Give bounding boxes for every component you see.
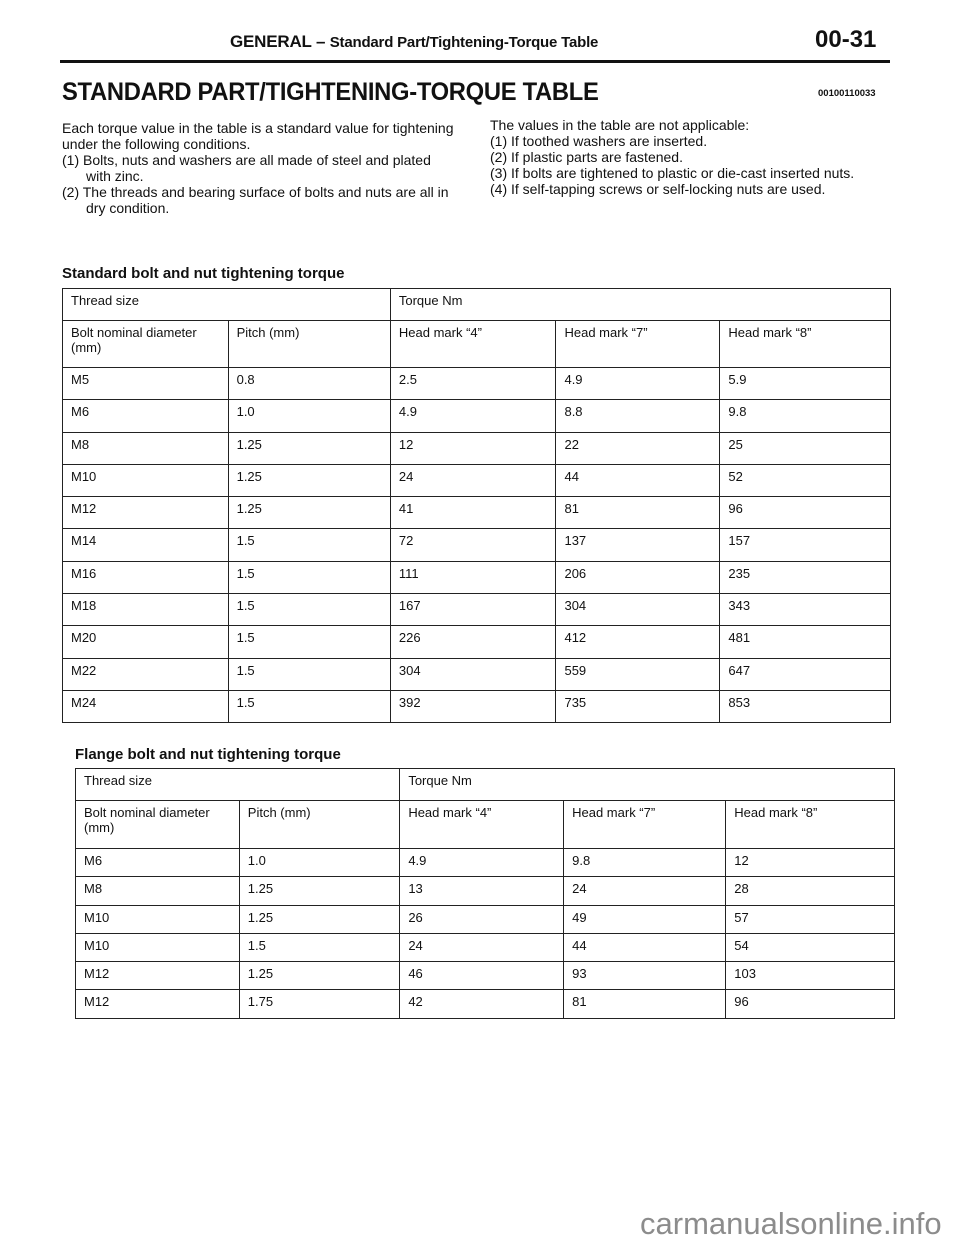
table-cell: 25 [720,432,891,464]
table-cell: 481 [720,626,891,658]
condition-item: (2) The threads and bearing surface of bolts and nuts are all in dry condition. [62,184,449,216]
standard-torque-table [62,288,891,723]
table-cell: 28 [726,877,895,905]
table-cell: 42 [400,990,564,1018]
thread-size-header: Thread size [63,289,391,321]
table-cell: 1.5 [228,594,390,626]
exception-item: (3) If bolts are tightened to plastic or die-cast inserted nuts. [490,165,855,181]
table-cell: 46 [400,962,564,990]
table-cell: 157 [720,529,891,561]
torque-header: Torque Nm [400,769,895,801]
flange-torque-table [75,768,895,1019]
table-cell: 343 [720,594,891,626]
table-row [63,658,891,690]
table-cell: 1.5 [228,626,390,658]
table-row [63,497,891,529]
exception-item: (2) If plastic parts are fastened. [490,149,683,165]
column-header: Pitch (mm) [228,321,390,368]
table-cell: 49 [564,905,726,933]
table-cell: 26 [400,905,564,933]
thread-size-header: Thread size [76,769,400,801]
table-row [63,561,891,593]
table-cell: 4.9 [390,400,556,432]
table-cell: 235 [720,561,891,593]
table-cell: 1.25 [228,497,390,529]
table-cell: 206 [556,561,720,593]
doc-code: 00100110033 [818,88,876,99]
header-dash: – [315,32,326,51]
table-cell: 81 [556,497,720,529]
table-cell: M16 [63,561,229,593]
table-cell: 96 [720,497,891,529]
table-cell: 72 [390,529,556,561]
table-cell: 24 [390,464,556,496]
table-cell: 1.5 [228,529,390,561]
table-cell: 24 [564,877,726,905]
table-cell: 1.5 [239,933,400,961]
table-cell: M24 [63,690,229,722]
table-subheader-row [76,801,895,849]
exception-item: (1) If toothed washers are inserted. [490,133,708,149]
table-row [63,464,891,496]
table-cell: M10 [63,464,229,496]
table-cell: M12 [76,990,240,1018]
intro-right [490,117,890,197]
standard-table-caption: Standard bolt and nut tightening torque [62,265,345,282]
table-cell: 1.5 [228,658,390,690]
table-cell: M6 [63,400,229,432]
torque-header: Torque Nm [390,289,890,321]
table-cell: M12 [63,497,229,529]
table-cell: 853 [720,690,891,722]
table-row [63,368,891,400]
table-cell: 103 [726,962,895,990]
running-header [230,32,598,52]
table-cell: M6 [76,849,240,877]
table-cell: 647 [720,658,891,690]
table-row [76,962,895,990]
table-cell: 2.5 [390,368,556,400]
table-cell: 137 [556,529,720,561]
exception-item: (4) If self-tapping screws or self-locking nuts are used. [490,181,826,197]
table-cell: 96 [726,990,895,1018]
table-row [63,529,891,561]
table-cell: 226 [390,626,556,658]
table-cell: 44 [564,933,726,961]
column-header: Head mark “4” [400,801,564,849]
condition-item: (1) Bolts, nuts and washers are all made of steel and plated with zinc. [62,152,431,184]
table-cell: M5 [63,368,229,400]
watermark: carmanualsonline.info [640,1206,942,1241]
column-header: Head mark “8” [720,321,891,368]
column-header: Head mark “7” [564,801,726,849]
table-cell: 412 [556,626,720,658]
table-row [76,933,895,961]
table-cell: 41 [390,497,556,529]
table-cell: 9.8 [564,849,726,877]
table-cell: 1.25 [228,464,390,496]
table-cell: M12 [76,962,240,990]
table-cell: M18 [63,594,229,626]
table-cell: 304 [556,594,720,626]
table-cell: 5.9 [720,368,891,400]
column-header: Head mark “8” [726,801,895,849]
table-cell: 1.25 [228,432,390,464]
table-cell: M10 [76,933,240,961]
page-title: STANDARD PART/TIGHTENING-TORQUE TABLE [62,78,599,106]
table-cell: M10 [76,905,240,933]
table-cell: 735 [556,690,720,722]
table-cell: 1.5 [228,561,390,593]
table-cell: 81 [564,990,726,1018]
table-cell: 1.0 [228,400,390,432]
table-cell: 559 [556,658,720,690]
table-row [76,905,895,933]
table-cell: 1.0 [239,849,400,877]
table-cell: 304 [390,658,556,690]
table-cell: 111 [390,561,556,593]
column-header: Bolt nominal diameter (mm) [76,801,240,849]
intro-left [62,120,457,216]
table-row [63,690,891,722]
column-header: Bolt nominal diameter (mm) [63,321,229,368]
table-row [76,990,895,1018]
intro-left-lead: Each torque value in the table is a standard value for tightening under the following conditions. [62,120,454,152]
table-row [76,849,895,877]
page-number: 00-31 [815,26,877,53]
table-cell: 1.25 [239,962,400,990]
intro-right-lead: The values in the table are not applicable: [490,117,750,133]
table-cell: 54 [726,933,895,961]
table-cell: 52 [720,464,891,496]
table-cell: 22 [556,432,720,464]
table-row [63,626,891,658]
table-subheader-row [63,321,891,368]
table-cell: M8 [63,432,229,464]
table-cell: 9.8 [720,400,891,432]
column-header: Head mark “7” [556,321,720,368]
table-cell: M8 [76,877,240,905]
table-cell: 0.8 [228,368,390,400]
table-cell: 93 [564,962,726,990]
table-cell: 24 [400,933,564,961]
column-header: Head mark “4” [390,321,556,368]
table-row [63,400,891,432]
table-cell: 12 [390,432,556,464]
header-subtitle: Standard Part/Tightening-Torque Table [329,34,599,51]
table-cell: 1.25 [239,877,400,905]
table-cell: 12 [726,849,895,877]
table-cell: 57 [726,905,895,933]
table-header-row [63,289,891,321]
table-cell: 44 [556,464,720,496]
header-section: GENERAL [230,32,312,51]
flange-table-caption: Flange bolt and nut tightening torque [75,746,341,763]
table-header-row [76,769,895,801]
table-cell: M20 [63,626,229,658]
table-cell: 1.5 [228,690,390,722]
table-row [63,594,891,626]
table-cell: M22 [63,658,229,690]
table-cell: 4.9 [556,368,720,400]
header-rule [60,60,890,63]
table-cell: 167 [390,594,556,626]
table-cell: M14 [63,529,229,561]
column-header: Pitch (mm) [239,801,400,849]
table-cell: 13 [400,877,564,905]
table-cell: 1.75 [239,990,400,1018]
table-cell: 4.9 [400,849,564,877]
table-cell: 8.8 [556,400,720,432]
table-cell: 392 [390,690,556,722]
table-row [76,877,895,905]
table-row [63,432,891,464]
table-cell: 1.25 [239,905,400,933]
